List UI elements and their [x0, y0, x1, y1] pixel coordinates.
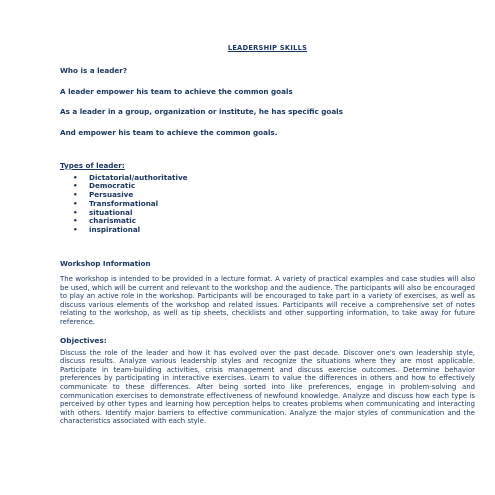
question-line-1: Who is a leader? — [60, 66, 128, 75]
bullet-icon: • — [73, 207, 78, 217]
type-label: Transformational — [89, 198, 159, 208]
question-line-2: A leader empower his team to achieve the common goals — [60, 86, 293, 96]
workshop-heading: Workshop Information — [60, 259, 151, 269]
bullet-icon: • — [73, 198, 78, 208]
workshop-paragraph: The workshop is intended to be provided in a lecture format. A variety of practical examples and case studies will also be used, which will be current and relevant to the workshop and the audience. The participants will also be encouraged to play an active role in the workshop. Participants will be encouraged to take part in a variety of exercises, as well as discuss various elements of the workshop and related issues. Participants will receive a comprehensive set of notes relating to the workshop, as well as tip sheets, checklists and other supporting information, to take away for future reference. — [60, 275, 475, 327]
list-item — [73, 226, 475, 235]
type-label: situational — [89, 207, 133, 217]
bullet-icon: • — [73, 181, 78, 191]
bullet-icon: • — [73, 225, 78, 235]
types-list — [60, 174, 475, 236]
types-heading: Types of leader: — [60, 160, 125, 170]
type-label: Persuasive — [89, 190, 134, 200]
type-label: Dictatorial/authoritative — [89, 172, 188, 182]
type-label: charismatic — [89, 216, 137, 226]
type-label: Democratic — [89, 181, 136, 191]
question-line-3: As a leader in a group, organization or institute, he has specific goals — [60, 107, 343, 116]
bullet-icon: • — [73, 172, 78, 182]
bullet-icon: • — [73, 216, 78, 226]
question-line-4: And empower his team to achieve the common goals. — [60, 127, 278, 137]
document-title: LEADERSHIP SKILLS — [227, 44, 308, 52]
objectives-heading: Objectives: — [60, 335, 107, 345]
list-item — [73, 200, 475, 209]
type-label: inspirational — [89, 225, 141, 235]
document-page — [60, 44, 475, 426]
list-item — [73, 182, 475, 191]
bullet-icon: • — [73, 190, 78, 200]
objectives-paragraph: Discuss the role of the leader and how it has evolved over the past decade. Discover one's own leadership style, discuss results. Analyze various leadership styles and recognize the situations where they are most applicable. Participate in team-building activities, crisis management and discuss exercise outcomes. Determine behavior preferences by participating in interactive exercises. Learn to value the differences in others and how to effectively communicate to these differences. After being sorted into like preferences, engage in problem-solving and communication exercises to demonstrate effectiveness of newfound knowledge. Analyze and discuss how each type is perceived by other types and learning how perception helps to creates problems when communicating and interacting with others. Identify major barriers to effective communication. Analyze the major styles of communication and the characteristics associated with each style. — [60, 348, 475, 426]
